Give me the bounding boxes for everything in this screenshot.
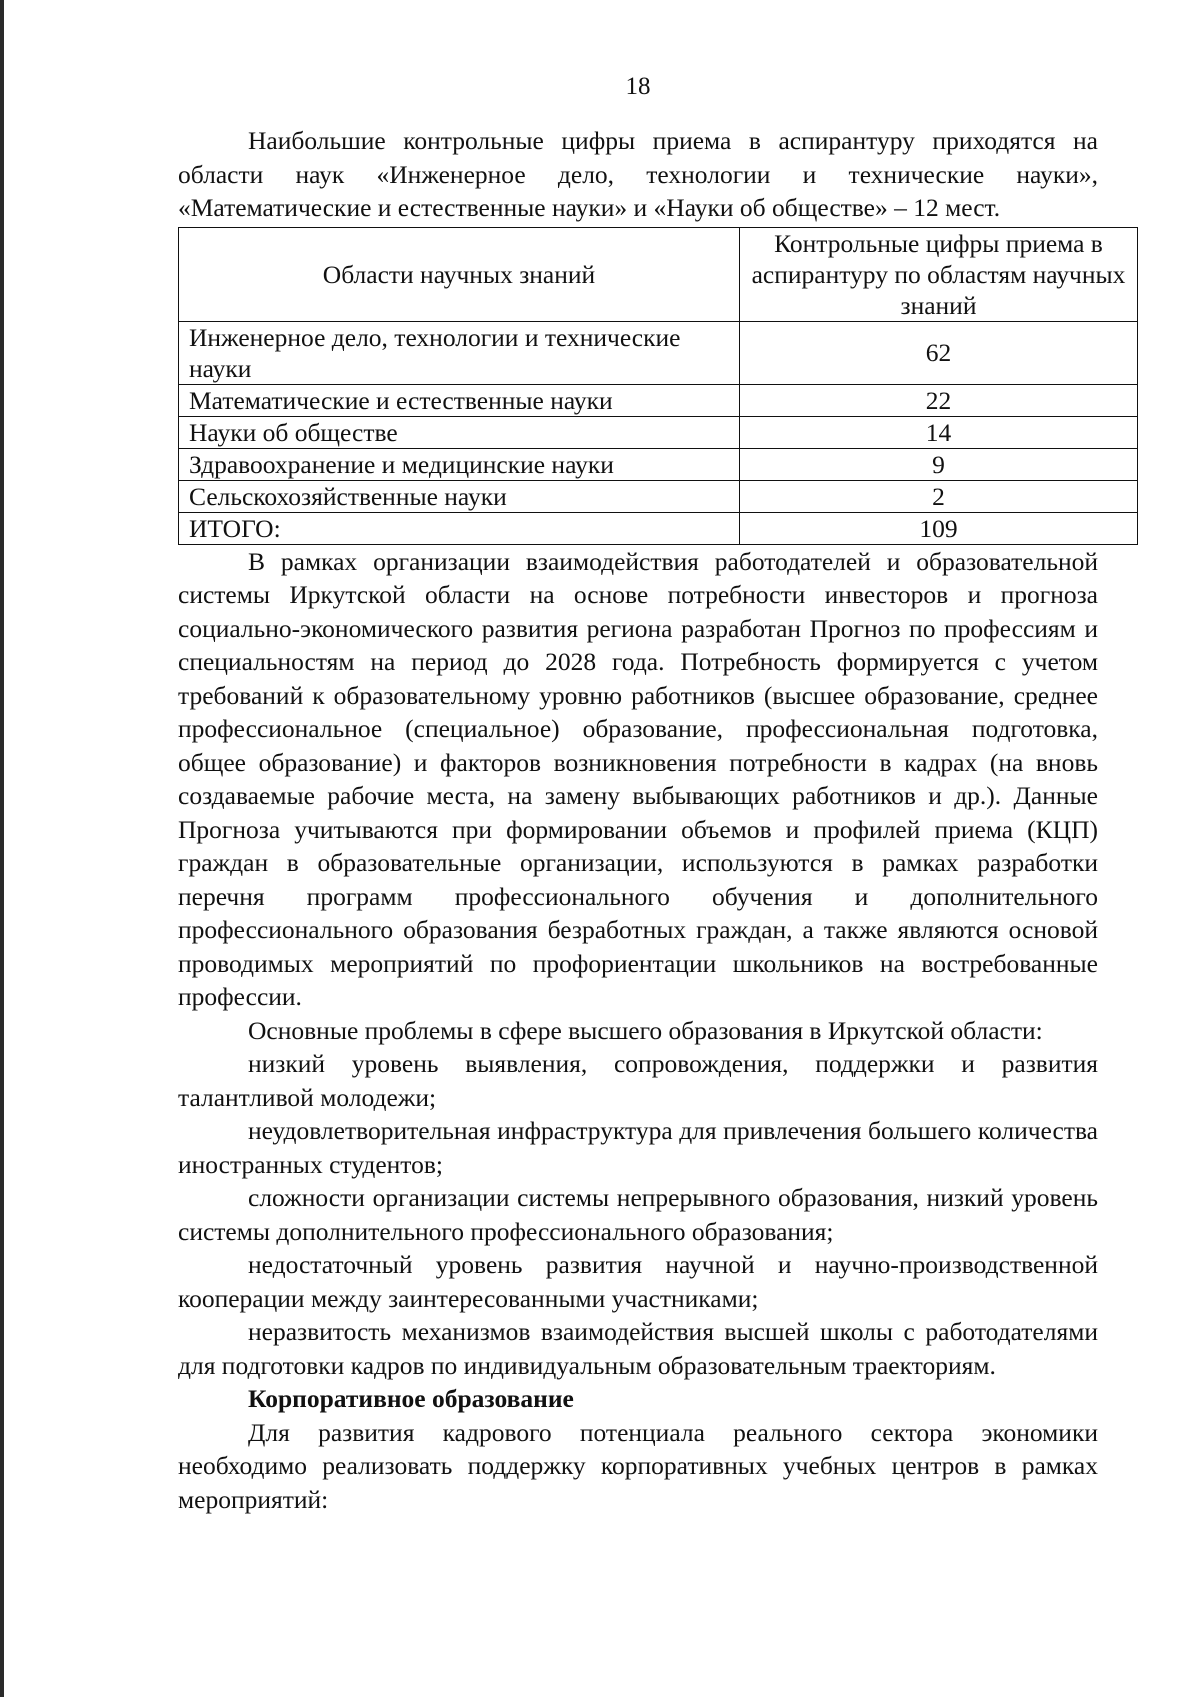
table-row — [179, 321, 1138, 384]
table-row — [179, 384, 1138, 416]
row-quota: 2 — [740, 480, 1138, 512]
intro-paragraph: Наибольшие контрольные цифры приема в аспирантуру приходятся на области наук «Инженерное дело, технологии и технические науки», «Математические и естественные науки» и «Науки об обществе» – 12 мест. — [178, 126, 1098, 222]
header-field: Области научных знаний — [179, 227, 740, 321]
page-content — [178, 124, 1126, 1516]
problem-item: низкий уровень выявления, сопровождения, поддержки и развития талантливой молодежи; — [178, 1049, 1098, 1112]
row-quota: 9 — [740, 448, 1138, 480]
scan-edge — [0, 0, 4, 1697]
row-quota: 22 — [740, 384, 1138, 416]
admission-quota-table — [178, 227, 1138, 545]
table-total-row — [179, 512, 1138, 544]
row-field: Математические и естественные науки — [179, 384, 740, 416]
problems-intro: Основные проблемы в сфере высшего образования в Иркутской области: — [248, 1015, 1043, 1045]
table-row — [179, 480, 1138, 512]
problem-item: неудовлетворительная инфраструктура для привлечения большего количества иностранных студентов; — [178, 1116, 1098, 1179]
row-field: Инженерное дело, технологии и технические науки — [179, 321, 740, 384]
row-field: Сельскохозяйственные науки — [179, 480, 740, 512]
table-row — [179, 448, 1138, 480]
problem-item: сложности организации системы непрерывного образования, низкий уровень системы дополнительного профессионального образования; — [178, 1183, 1098, 1246]
row-quota: 14 — [740, 416, 1138, 448]
page-number: 18 — [625, 73, 651, 100]
row-quota: 62 — [740, 321, 1138, 384]
forecast-paragraph: В рамках организации взаимодействия работодателей и образовательной системы Иркутской области на основе потребности инвесторов и прогноза социально-экономического развития региона разработан Прогноз по профессиям и специальностям на период до 2028 года. Потребность формируется с учетом требований к образовательному уровню работников (высшее образование, среднее профессиональное (специальное) образование, профессиональная подготовка, общее образование) и факторов возникновения потребности в кадрах (на вновь создаваемые рабочие места, на замену выбывающих работников и др.). Данные Прогноза учитываются при формировании объемов и профилей приема (КЦП) граждан в образовательные организации, используются в рамках разработки перечня программ профессионального обучения и дополнительного профессионального образования безработных граждан, а также являются основой проводимых мероприятий по профориентации школьников на востребованные профессии. — [178, 546, 1098, 1011]
problem-item: неразвитость механизмов взаимодействия высшей школы с работодателями для подготовки кадров по индивидуальным образовательным траекториям. — [178, 1317, 1098, 1380]
total-quota: 109 — [740, 512, 1138, 544]
header-quota: Контрольные цифры приема в аспирантуру по областям научных знаний — [740, 227, 1138, 321]
table-row — [179, 416, 1138, 448]
row-field: Здравоохранение и медицинские науки — [179, 448, 740, 480]
total-label: ИТОГО: — [179, 512, 740, 544]
corporate-paragraph: Для развития кадрового потенциала реального сектора экономики необходимо реализовать поддержку корпоративных учебных центров в рамках мероприятий: — [178, 1417, 1098, 1514]
section-heading: Корпоративное образование — [248, 1384, 574, 1413]
problem-item: недостаточный уровень развития научной и научно-производственной кооперации между заинтересованными участниками; — [178, 1250, 1098, 1313]
row-field: Науки об обществе — [179, 416, 740, 448]
table-header-row — [179, 227, 1138, 321]
